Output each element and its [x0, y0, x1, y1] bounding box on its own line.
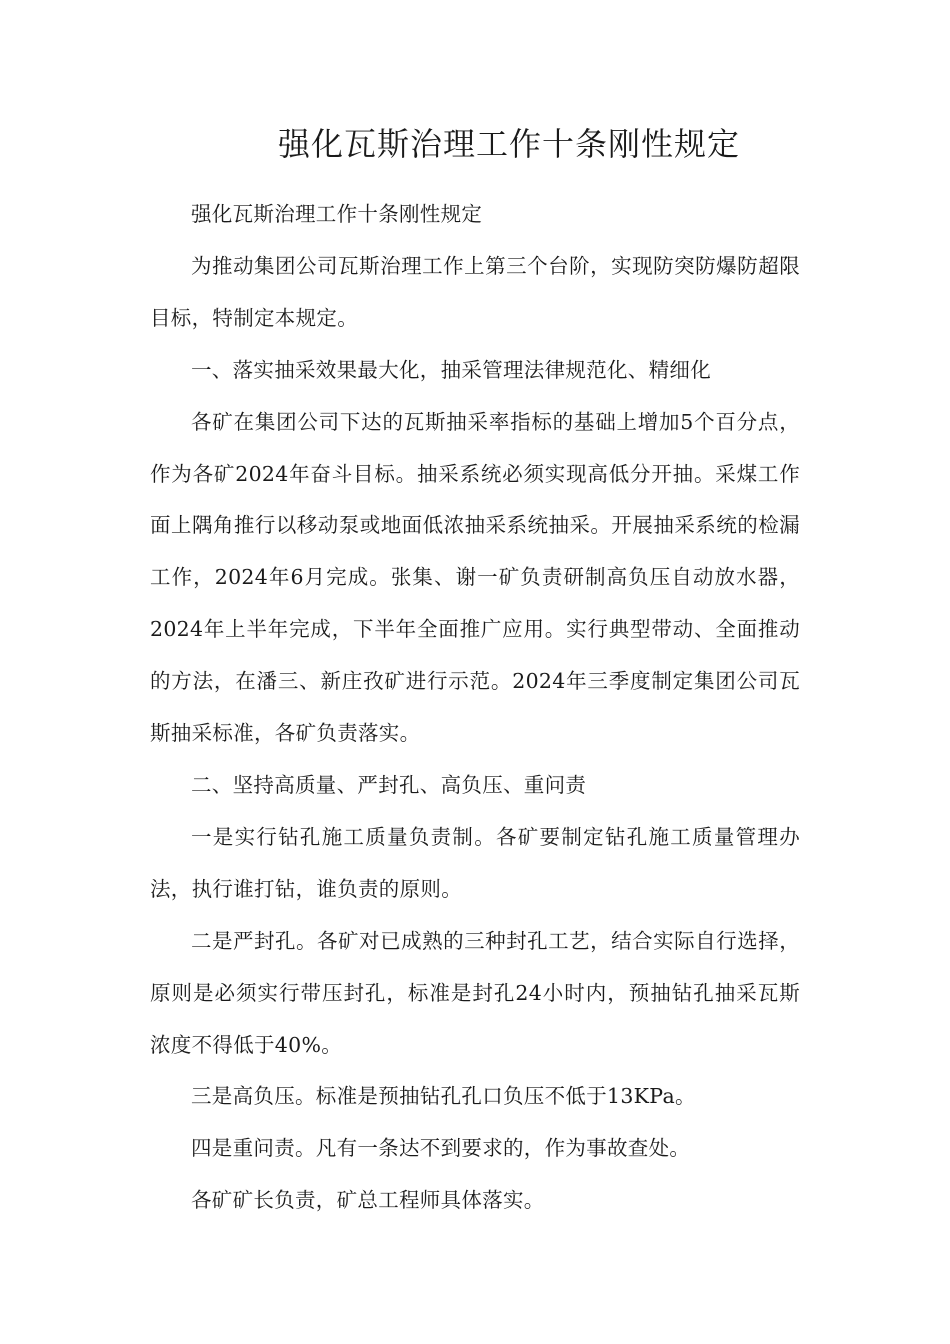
paragraph-intro: 为推动集团公司瓦斯治理工作上第三个台阶，实现防突防爆防超限目标，特制定本规定。: [150, 253, 800, 330]
paragraph-item-3: 三是高负压。标准是预抽钻孔孔口负压不低于13KPa。: [191, 1084, 696, 1109]
paragraph-responsibility: 各矿矿长负责，矿总工程师具体落实。: [191, 1188, 545, 1213]
paragraph-item-4: 四是重问责。凡有一条达不到要求的，作为事故查处。: [191, 1136, 691, 1161]
document-title: 强化瓦斯治理工作十条刚性规定: [277, 125, 740, 163]
section-heading-2: 二、坚持高质量、严封孔、高负压、重问责: [191, 772, 587, 797]
paragraph-section-1-body: 各矿在集团公司下达的瓦斯抽采率指标的基础上增加5个百分点，作为各矿2024年奋斗目标。抽采系统必须实现高低分开抽。采煤工作面上隅角推行以移动泵或地面低浓抽采系统抽采。开展抽采系统的检漏工作，2024年6月完成。张集、谢一矿负责研制高负压自动放水器，2024年上半年完成，下半年全面推广应用。实行典型带动、全面推动的方法，在潘三、新庄孜矿进行示范。2024年三季度制定集团公司瓦斯抽采标准，各矿负责落实。: [150, 409, 800, 746]
paragraph-item-2: 二是严封孔。各矿对已成熟的三种封孔工艺，结合实际自行选择，原则是必须实行带压封孔，标准是封孔24小时内，预抽钻孔抽采瓦斯浓度不得低于40%。: [150, 928, 800, 1057]
section-heading-1: 一、落实抽采效果最大化，抽采管理法律规范化、精细化: [191, 357, 711, 382]
paragraph-subtitle: 强化瓦斯治理工作十条刚性规定: [191, 202, 483, 226]
paragraph-item-1: 一是实行钻孔施工质量负责制。各矿要制定钻孔施工质量管理办法，执行谁打钻，谁负责的原则。: [150, 824, 800, 901]
document-body: [150, 189, 800, 1227]
